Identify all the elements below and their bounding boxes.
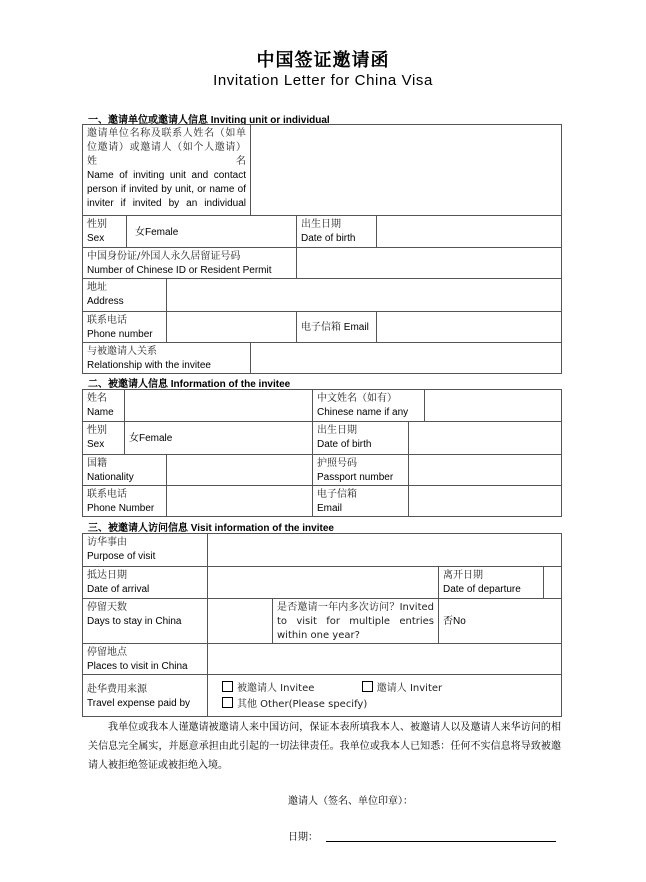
- inviter-dob-field[interactable]: [377, 216, 562, 248]
- expense-label: 赴华费用来源 Travel expense paid by: [83, 675, 208, 717]
- invitee-cn-name-field[interactable]: [425, 390, 562, 422]
- inviter-phone-field[interactable]: [167, 312, 297, 343]
- days-field[interactable]: [208, 599, 273, 644]
- invitee-passport-label: 护照号码 Passport number: [313, 455, 409, 486]
- visit-table: [82, 533, 562, 717]
- departure-label: 离开日期 Date of departure: [439, 567, 562, 599]
- expense-options: [208, 675, 562, 717]
- inviter-email-label: 电子信箱 Email: [297, 312, 377, 343]
- date-signature-line[interactable]: [326, 841, 556, 842]
- inviter-signature-label: 邀请人（签名、单位印章）：: [288, 796, 413, 807]
- inviter-dob-label: 出生日期 Date of birth: [297, 216, 377, 248]
- section2-heading: 二、被邀请人信息 Information of the invitee: [88, 379, 291, 390]
- form-title-chinese: 中国签证邀请函: [256, 50, 390, 71]
- relation-label: 与被邀请人关系 Relationship with the invitee: [83, 343, 251, 374]
- invitee-sex-field[interactable]: 女Female: [125, 422, 313, 455]
- invitee-phone-label: 联系电话 Phone Number: [83, 486, 167, 517]
- invitee-passport-field[interactable]: [409, 455, 562, 486]
- invitee-dob-field[interactable]: [409, 422, 562, 455]
- days-label: 停留天数 Days to stay in China: [83, 599, 208, 644]
- invitee-email-field[interactable]: [409, 486, 562, 517]
- invitee-nationality-field[interactable]: [167, 455, 313, 486]
- arrival-label: 抵达日期 Date of arrival: [83, 567, 208, 599]
- section1-heading: 一、邀请单位或邀请人信息 Inviting unit or individual: [88, 115, 330, 126]
- invitee-email-label: 电子信箱 Email: [313, 486, 409, 517]
- departure-field[interactable]: [544, 567, 562, 598]
- invitee-phone-field[interactable]: [167, 486, 313, 517]
- places-field[interactable]: [208, 644, 562, 675]
- purpose-field[interactable]: [208, 534, 562, 567]
- inviter-id-label: 中国身份证/外国人永久居留证号码 Number of Chinese ID or Resident Permit: [83, 248, 297, 279]
- form-title-english: Invitation Letter for China Visa: [213, 72, 433, 89]
- invitee-checkbox[interactable]: [222, 681, 233, 692]
- invitee-table: [82, 389, 562, 517]
- purpose-label: 访华事由 Purpose of visit: [83, 534, 208, 567]
- expense-other-option[interactable]: 其他 Other(Please specify): [222, 697, 557, 713]
- arrival-field[interactable]: [208, 567, 439, 599]
- invitee-nationality-label: 国籍 Nationality: [83, 455, 167, 486]
- section3-heading: 三、被邀请人访问信息 Visit information of the invitee: [88, 523, 334, 534]
- invitee-name-field[interactable]: [125, 390, 313, 422]
- inviter-sex-field[interactable]: 女Female: [127, 216, 297, 248]
- inviter-phone-label: 联系电话 Phone number: [83, 312, 167, 343]
- places-label: 停留地点 Places to visit in China: [83, 644, 208, 675]
- multi-entry-label: 是否邀请一年内多次访问？Invited to visit for multiple entries within one year?: [273, 599, 439, 644]
- inviter-table: [82, 124, 562, 374]
- multi-entry-field[interactable]: 否No: [439, 599, 562, 644]
- inviter-sex-label: 性别 Sex: [83, 216, 127, 248]
- inviter-name-label: 邀请单位名称及联系人姓名（如单位邀请）或邀请人（如个人邀请）姓名 Name of inviting unit and contact person if invited by unit, or name of inviter if invited by an individual: [83, 125, 251, 216]
- declaration-text: 我单位或我本人谨邀请被邀请人来中国访问，保证本表所填我本人、被邀请人以及邀请人来华访问的相关信息完全属实，并愿意承担由此引起的一切法律责任。我单位或我本人已知悉：任何不实信息将导致被邀请人被拒绝签证或被拒绝入境。: [88, 722, 561, 771]
- invitee-dob-label: 出生日期 Date of birth: [313, 422, 409, 455]
- date-label: 日期：: [288, 832, 318, 843]
- other-checkbox[interactable]: [222, 697, 233, 708]
- inviter-name-field[interactable]: [251, 125, 562, 216]
- expense-inviter-option[interactable]: 邀请人 Inviter: [362, 683, 442, 694]
- relation-field[interactable]: [251, 343, 562, 374]
- invitee-name-label: 姓名 Name: [83, 390, 125, 422]
- invitee-cn-name-label: 中文姓名（如有） Chinese name if any: [313, 390, 425, 422]
- inviter-id-field[interactable]: [297, 248, 562, 279]
- expense-invitee-option[interactable]: 被邀请人 Invitee: [222, 681, 359, 696]
- inviter-email-field[interactable]: [377, 312, 562, 343]
- inviter-address-label: 地址 Address: [83, 279, 167, 312]
- invitee-sex-label: 性别 Sex: [83, 422, 125, 455]
- inviter-checkbox[interactable]: [362, 681, 373, 692]
- inviter-address-field[interactable]: [167, 279, 562, 312]
